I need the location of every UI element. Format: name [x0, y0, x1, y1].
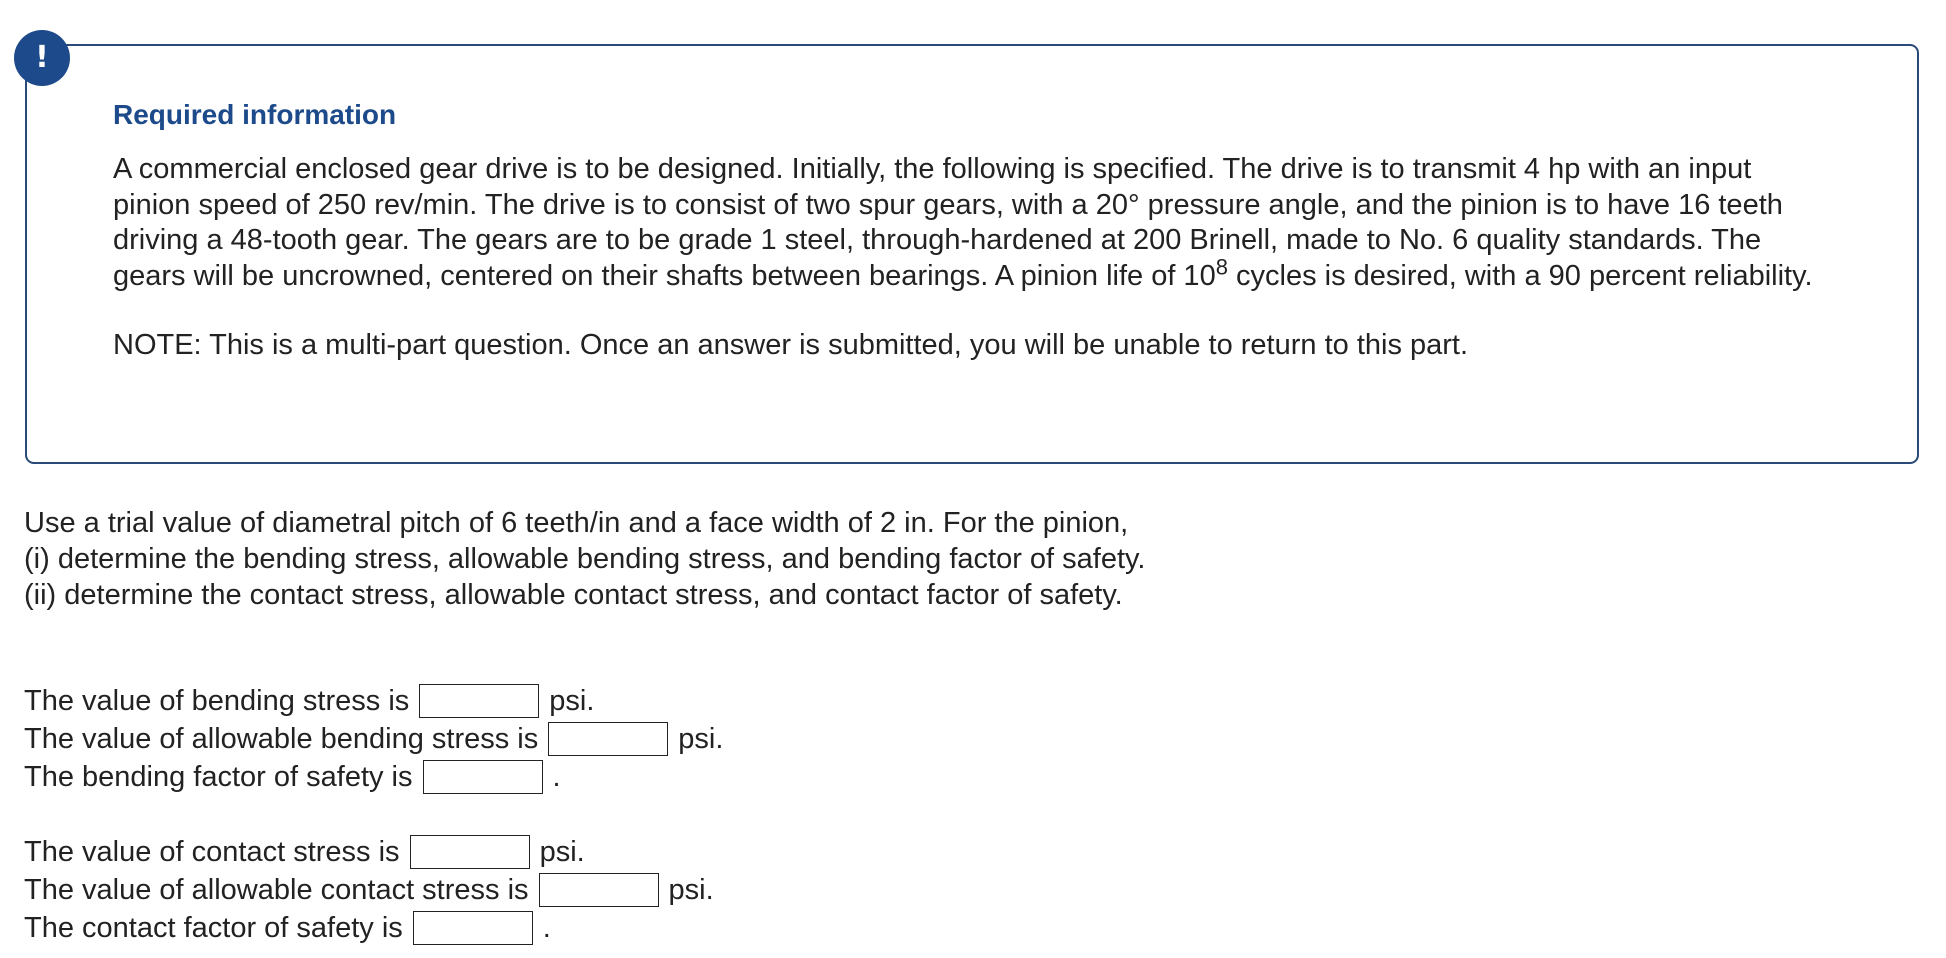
- required-information-box: [25, 44, 1919, 464]
- multi-part-note: NOTE: This is a multi-part question. Once an answer is submitted, you will be unable to return to this part.: [113, 329, 1469, 361]
- bending-stress-row: [24, 682, 723, 720]
- question-line-part-ii: (ii) determine the contact stress, allowable contact stress, and contact factor of safety.: [24, 579, 1123, 611]
- bending-stress-label: The value of bending stress is: [24, 684, 410, 717]
- bending-factor-of-safety-label: The bending factor of safety is: [24, 760, 413, 793]
- contact-stress-label: The value of contact stress is: [24, 835, 400, 868]
- contact-stress-unit: psi.: [539, 835, 585, 868]
- question-text: [24, 505, 1904, 613]
- problem-statement-text: A commercial enclosed gear drive is to be designed. Initially, the following is specified. The drive is to transmit 4 hp with an input pinion speed of 250 rev/min. The drive is to consist of two spur gears, with a 20° pressure angle, and the pinion is to have 16 teeth driving a 48-tooth gear. The gears are to be grade 1 steel, through-hardened at 200 Brinell, made to No. 6 quality standards. The gears will be uncrowned, centered on their shafts between bearings. A pinion life of 10: [113, 153, 1783, 292]
- allowable-bending-stress-label: The value of allowable bending stress is: [24, 722, 539, 755]
- contact-answers: [24, 833, 723, 947]
- contact-factor-of-safety-label: The contact factor of safety is: [24, 911, 403, 944]
- bending-stress-input[interactable]: [419, 684, 539, 718]
- bending-stress-unit: psi.: [549, 684, 595, 717]
- info-content: [113, 98, 1833, 363]
- allowable-bending-stress-unit: psi.: [678, 722, 724, 755]
- problem-statement: [113, 152, 1833, 294]
- contact-factor-of-safety-input[interactable]: [413, 911, 533, 945]
- alert-icon: !: [14, 30, 70, 86]
- life-exponent: 8: [1215, 253, 1228, 279]
- question-line-part-i: (i) determine the bending stress, allowable bending stress, and bending factor of safety.: [24, 543, 1146, 575]
- problem-statement-tail: cycles is desired, with a 90 percent reliability.: [1227, 259, 1813, 292]
- bending-factor-of-safety-row: [24, 758, 723, 796]
- question-line-intro: Use a trial value of diametral pitch of 6 teeth/in and a face width of 2 in. For the pinion,: [24, 507, 1129, 539]
- allowable-contact-stress-input[interactable]: [539, 873, 659, 907]
- contact-stress-input[interactable]: [410, 835, 530, 869]
- allowable-bending-stress-row: [24, 720, 723, 758]
- allowable-bending-stress-input[interactable]: [548, 722, 668, 756]
- contact-factor-of-safety-unit: .: [542, 911, 551, 944]
- contact-stress-row: [24, 833, 723, 871]
- info-title: Required information: [113, 99, 397, 130]
- contact-factor-of-safety-row: [24, 909, 723, 947]
- answer-section: [24, 682, 723, 947]
- allowable-contact-stress-row: [24, 871, 723, 909]
- bending-factor-of-safety-input[interactable]: [423, 760, 543, 794]
- allowable-contact-stress-unit: psi.: [668, 873, 714, 906]
- bending-answers: [24, 682, 723, 796]
- allowable-contact-stress-label: The value of allowable contact stress is: [24, 873, 529, 906]
- bending-factor-of-safety-unit: .: [552, 760, 561, 793]
